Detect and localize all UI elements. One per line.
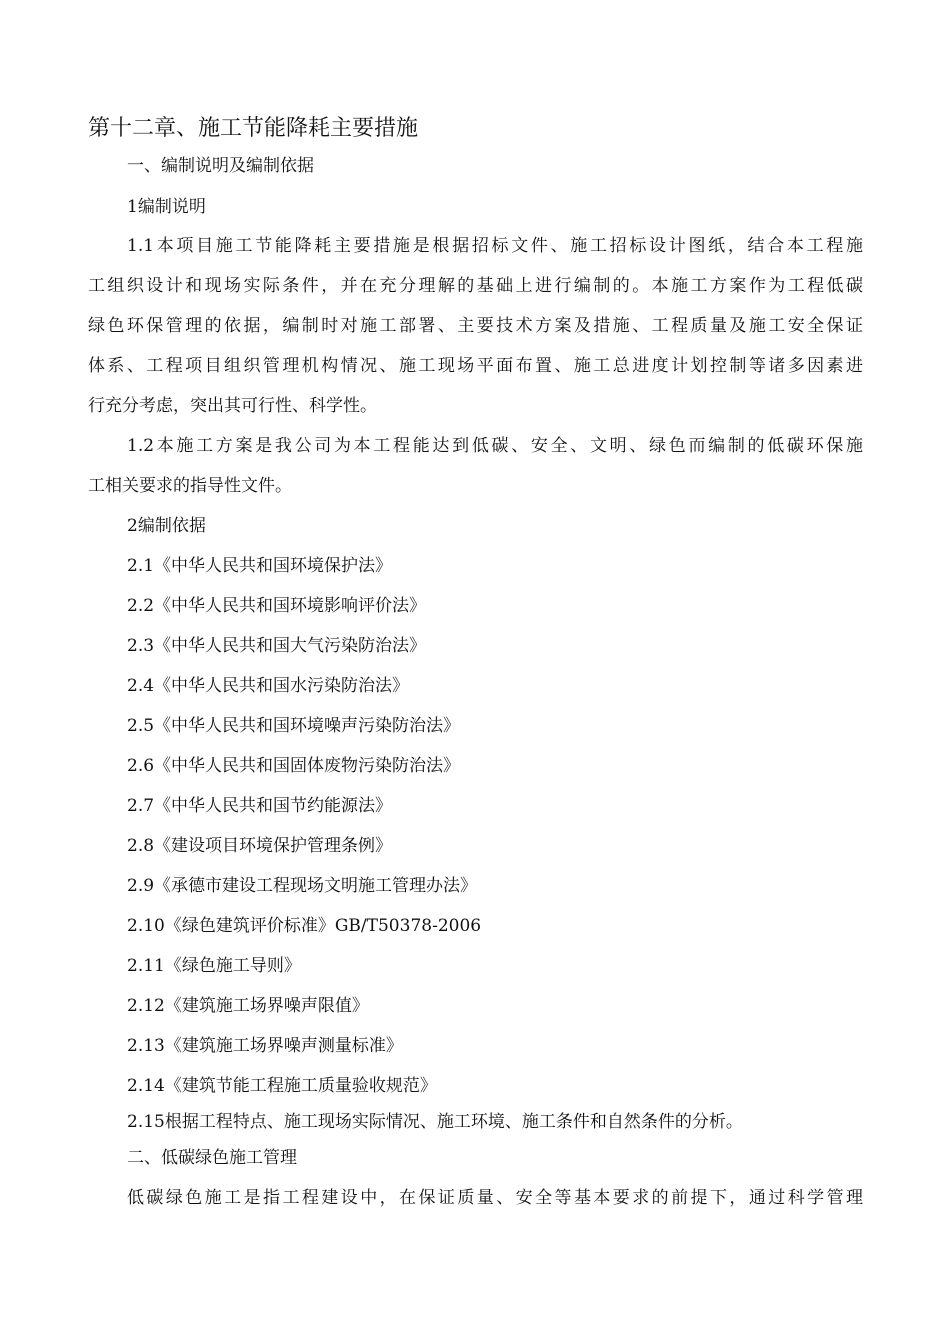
paragraph-line: 绿色环保管理的依据，编制时对施工部署、主要技术方案及措施、工程质量及施工安全保证 — [88, 316, 863, 336]
list-item: 2.1《中华人民共和国环境保护法》 — [127, 556, 393, 576]
paragraph-line: 低碳绿色施工是指工程建设中，在保证质量、安全等基本要求的前提下，通过科学管理 — [127, 1188, 863, 1208]
list-item: 2.2《中华人民共和国环境影响评价法》 — [127, 596, 427, 616]
list-item: 2.6《中华人民共和国固体废物污染防治法》 — [127, 756, 461, 776]
list-item: 2.13《建筑施工场界噪声测量标准》 — [127, 1036, 403, 1056]
section-heading: 一、编制说明及编制依据 — [127, 156, 314, 176]
list-item: 2.5《中华人民共和国环境噪声污染防治法》 — [127, 716, 461, 736]
paragraph-line: 工组织设计和现场实际条件，并在充分理解的基础上进行编制的。本施工方案作为工程低碳 — [88, 276, 863, 296]
list-item: 2.12《建筑施工场界噪声限值》 — [127, 996, 369, 1016]
list-item: 2.8《建设项目环境保护管理条例》 — [127, 836, 393, 856]
list-item: 2.10《绿色建筑评价标准》GB/T50378-2006 — [127, 916, 482, 936]
section-heading: 二、低碳绿色施工管理 — [127, 1148, 297, 1168]
list-item: 2.14《建筑节能工程施工质量验收规范》 — [127, 1076, 437, 1096]
subsection-heading: 1编制说明 — [127, 197, 206, 217]
paragraph-line: 体系、工程项目组织管理机构情况、施工现场平面布置、施工总进度计划控制等诸多因素进 — [88, 356, 863, 376]
chapter-title: 第十二章、施工节能降耗主要措施 — [88, 116, 419, 141]
list-item: 2.4《中华人民共和国水污染防治法》 — [127, 676, 410, 696]
subsection-heading: 2编制依据 — [127, 516, 206, 536]
list-item: 2.9《承德市建设工程现场文明施工管理办法》 — [127, 876, 478, 896]
list-item: 2.11《绿色施工导则》 — [127, 956, 301, 976]
paragraph-line: 工相关要求的指导性文件。 — [88, 476, 292, 496]
list-item: 2.3《中华人民共和国大气污染防治法》 — [127, 636, 427, 656]
list-item: 2.7《中华人民共和国节约能源法》 — [127, 796, 393, 816]
paragraph-line: 1.2本施工方案是我公司为本工程能达到低碳、安全、文明、绿色而编制的低碳环保施 — [127, 436, 863, 456]
paragraph-line: 1.1本项目施工节能降耗主要措施是根据招标文件、施工招标设计图纸，结合本工程施 — [127, 236, 863, 256]
paragraph-line: 行充分考虑，突出其可行性、科学性。 — [88, 396, 377, 416]
list-item: 2.15根据工程特点、施工现场实际情况、施工环境、施工条件和自然条件的分析。 — [127, 1112, 743, 1132]
